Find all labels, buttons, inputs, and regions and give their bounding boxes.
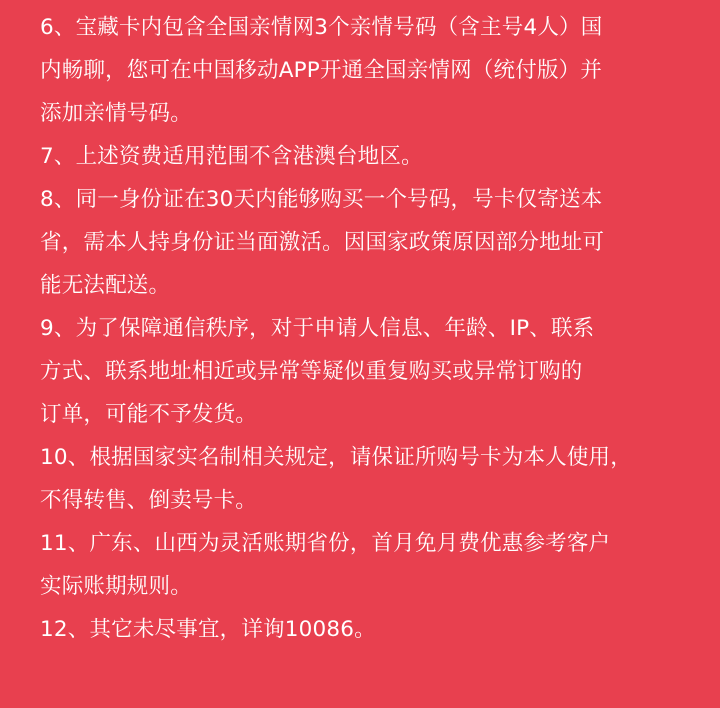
term-7-line-1: 7、上述资费适用范围不含港澳台地区。 [40, 144, 423, 169]
term-8-line-1: 8、同一身份证在30天内能够购买一个号码，号卡仅寄送本 [40, 187, 603, 212]
term-item-11 [40, 522, 682, 608]
term-8-line-2: 省，需本人持身份证当面激活。因国家政策原因部分地址可 [40, 230, 605, 255]
term-6-line-3: 添加亲情号码。 [40, 101, 192, 126]
term-9-line-1: 9、为了保障通信秩序，对于申请人信息、年龄、IP、联系 [40, 316, 595, 341]
term-6-line-2: 内畅聊，您可在中国移动APP开通全国亲情网（统付版）并 [40, 58, 603, 83]
term-9-line-3: 订单，可能不予发货。 [40, 402, 258, 427]
term-item-12 [40, 608, 682, 651]
term-12-line-1: 12、其它未尽事宜，详询10086。 [40, 617, 376, 642]
term-item-6 [40, 6, 682, 135]
term-8-line-3: 能无法配送。 [40, 273, 171, 298]
term-10-line-2: 不得转售、倒卖号卡。 [40, 488, 258, 513]
term-11-line-1: 11、广东、山西为灵活账期省份，首月免月费优惠参考客户 [40, 531, 611, 556]
term-11-line-2: 实际账期规则。 [40, 574, 192, 599]
term-6-line-1: 6、宝藏卡内包含全国亲情网3个亲情号码（含主号4人）国 [40, 15, 603, 40]
term-item-9 [40, 307, 682, 436]
term-10-line-1: 10、根据国家实名制相关规定，请保证所购号卡为本人使用， [40, 445, 632, 470]
term-item-7 [40, 135, 682, 178]
term-9-line-2: 方式、联系地址相近或异常等疑似重复购买或异常订购的 [40, 359, 583, 384]
term-item-10 [40, 436, 682, 522]
term-item-8 [40, 178, 682, 307]
